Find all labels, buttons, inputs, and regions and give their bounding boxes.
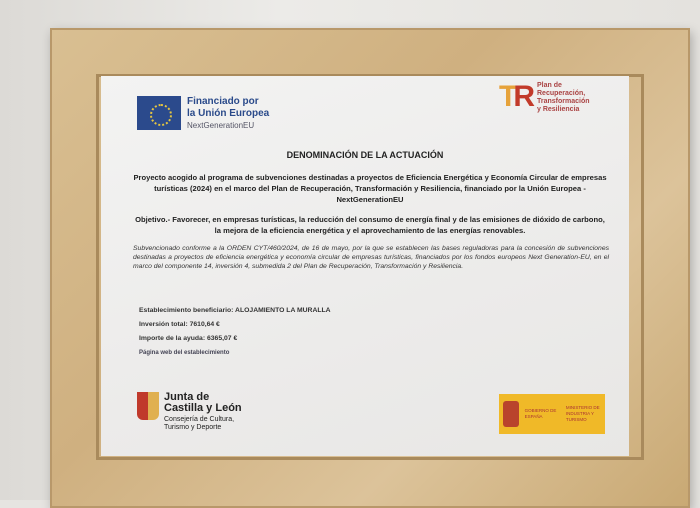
beneficiary-info	[139, 304, 331, 360]
legal-text: Subvencionado conforme a la ORDEN CYT/460/2024, de 16 de mayo, por la que se establecen las bases reguladoras para la concesión de subvenciones destinadas a proyectos de eficiencia energética y economía circular de empresas turísticas, financiados por los fondos europeos Next Generation-EU, en el marco del componente 14, inversión 4, submedida 2 del Plan de Recuperación, Transformación y Resiliencia.	[133, 245, 609, 270]
jcyl-line2: Castilla y León	[164, 402, 242, 414]
spain-crest-icon	[503, 401, 519, 427]
gov-logo-right: MINISTERIO DE INDUSTRIA Y TURISMO	[565, 405, 600, 422]
eu-logo-line2: la Unión Europea	[187, 108, 270, 119]
eu-logo-line1: Financiado por	[187, 96, 259, 107]
prtr-logo	[499, 82, 589, 114]
eu-flag-icon	[137, 96, 181, 130]
gobierno-espana-logo	[499, 394, 605, 434]
beneficiary: Establecimiento beneficiario: ALOJAMIENTO LA MURALLA	[139, 307, 331, 314]
website-label: Página web del establecimiento	[139, 350, 230, 356]
jcyl-line3: Consejería de Cultura,	[164, 416, 235, 423]
gov-logo-left: GOBIERNO DE ESPAÑA	[524, 408, 557, 419]
prtr-mark-icon: TR	[499, 80, 531, 113]
document-plaque	[101, 76, 629, 456]
objective-text: Objetivo.- Favorecer, en empresas turísticas, la reducción del consumo de energía final y de las emisiones de dióxido de carbono, la mejora de la eficiencia energética y el aprovechamiento de las energías renovables.	[135, 215, 605, 235]
aid-amount: Importe de la ayuda: 6365,07 €	[139, 335, 238, 342]
total-investment: Inversión total: 7610,64 €	[139, 321, 220, 328]
document-title: DENOMINACIÓN DE LA ACTUACIÓN	[286, 150, 444, 160]
jcyl-line1: Junta de	[164, 391, 210, 403]
project-description: Proyecto acogido al programa de subvenciones destinadas a proyectos de Eficiencia Energética y Economía Circular de empresas turísticas (2024) en el marco del Plan de Recuperación, Transformación y Resiliencia, financiado por la Unión Europea - NextGenerationEU	[133, 173, 607, 204]
eu-logo-line3: NextGenerationEU	[187, 121, 255, 130]
prtr-logo-text: Plan de Recuperación, Transformación y Resiliencia	[537, 82, 590, 113]
eu-funding-logo	[137, 96, 269, 131]
coat-of-arms-icon	[137, 392, 159, 420]
jcyl-line4: Turismo y Deporte	[164, 424, 222, 431]
junta-castilla-leon-logo	[137, 392, 242, 432]
